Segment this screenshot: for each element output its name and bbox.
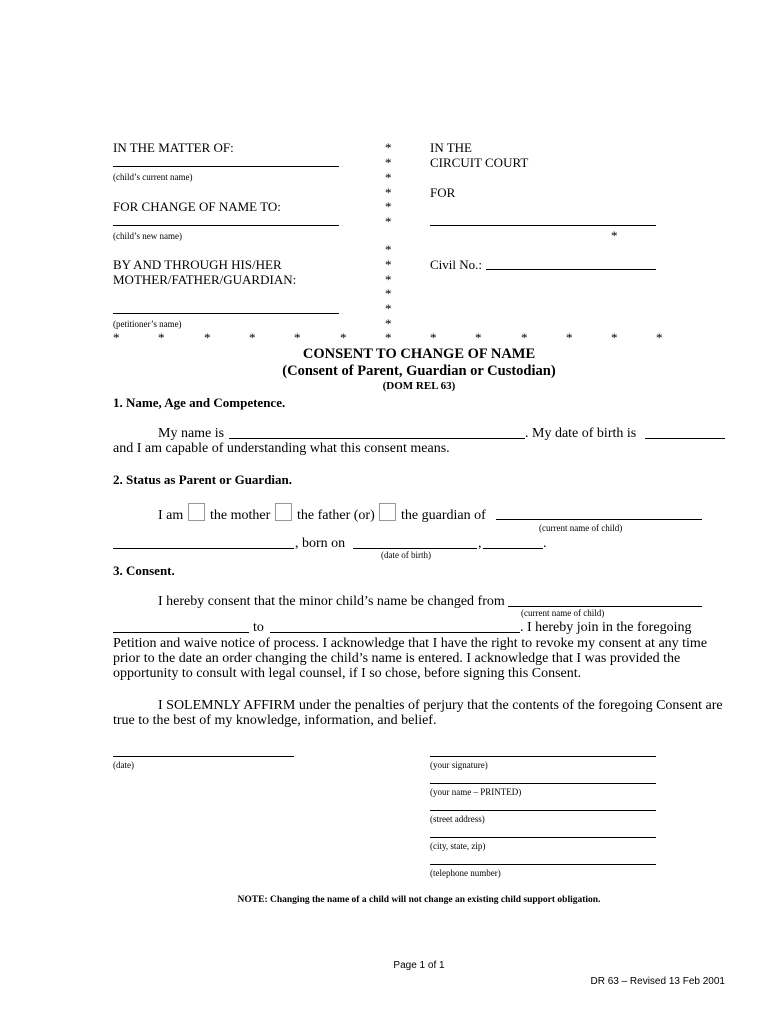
for-change-of-name-label: FOR CHANGE OF NAME TO: bbox=[113, 199, 281, 214]
street-address-label: (street address) bbox=[430, 814, 485, 824]
childs-current-name-label: (child’s current name) bbox=[113, 172, 193, 182]
born-on-label: , born on bbox=[295, 536, 346, 551]
petitioners-name-label: (petitioner’s name) bbox=[113, 319, 182, 329]
star: * bbox=[611, 330, 618, 345]
signature-label: (your signature) bbox=[430, 760, 488, 770]
telephone-label: (telephone number) bbox=[430, 868, 501, 878]
signature-line[interactable] bbox=[430, 756, 656, 757]
star: * bbox=[385, 286, 392, 301]
star: * bbox=[294, 330, 301, 345]
star: * bbox=[385, 170, 392, 185]
child-current-name-line[interactable] bbox=[496, 519, 702, 520]
consent-new-name-line[interactable] bbox=[270, 632, 520, 633]
child-dob-line[interactable] bbox=[353, 548, 477, 549]
in-matter-of-label: IN THE MATTER OF: bbox=[113, 140, 234, 155]
star: * bbox=[385, 301, 392, 316]
star: * bbox=[385, 185, 392, 200]
city-state-zip-label: (city, state, zip) bbox=[430, 841, 486, 851]
court-line-2: CIRCUIT COURT bbox=[430, 155, 529, 170]
star: * bbox=[385, 316, 392, 331]
consent-current-name-line[interactable] bbox=[508, 606, 702, 607]
telephone-line[interactable] bbox=[430, 864, 656, 865]
star: * bbox=[385, 214, 392, 229]
consent-paragraph-line-2: prior to the date an order changing the child’s name is entered. I acknowledge that I was provided the bbox=[113, 651, 681, 666]
printed-name-line[interactable] bbox=[430, 783, 656, 784]
star: * bbox=[611, 228, 618, 243]
dob-label: . My date of birth is bbox=[525, 426, 637, 441]
star: * bbox=[158, 330, 165, 345]
consent-current-name-line-2[interactable] bbox=[113, 632, 249, 633]
my-name-line[interactable] bbox=[229, 438, 525, 439]
guardian-of-label: the guardian of bbox=[401, 508, 486, 523]
title-code: (DOM REL 63) bbox=[382, 380, 456, 392]
my-dob-line[interactable] bbox=[645, 438, 725, 439]
star: * bbox=[340, 330, 347, 345]
guardian-checkbox[interactable] bbox=[379, 503, 396, 521]
to-label: to bbox=[253, 620, 264, 635]
star: * bbox=[385, 242, 392, 257]
join-text: . I hereby join in the foregoing bbox=[520, 620, 692, 635]
civil-no-line[interactable] bbox=[486, 269, 656, 270]
capable-statement: and I am capable of understanding what this consent means. bbox=[113, 441, 450, 456]
form-id: DR 63 – Revised 13 Feb 2001 bbox=[590, 976, 725, 987]
star: * bbox=[385, 140, 392, 155]
mother-checkbox[interactable] bbox=[188, 503, 205, 521]
star: * bbox=[113, 330, 120, 345]
star: * bbox=[385, 257, 392, 272]
star: * bbox=[385, 155, 392, 170]
my-name-is-label: My name is bbox=[158, 426, 225, 441]
street-address-line[interactable] bbox=[430, 810, 656, 811]
star: * bbox=[385, 330, 392, 345]
comma: , bbox=[478, 536, 482, 551]
star: * bbox=[430, 330, 437, 345]
childs-current-name-line[interactable] bbox=[113, 166, 339, 167]
date-label: (date) bbox=[113, 760, 134, 770]
consent-paragraph-line-1: Petition and waive notice of process. I acknowledge that I have the right to revoke my consent at any time bbox=[113, 636, 708, 651]
date-of-birth-label: (date of birth) bbox=[381, 550, 431, 560]
child-support-note: NOTE: Changing the name of a child will not change an existing child support obligation. bbox=[237, 895, 601, 905]
title-main: CONSENT TO CHANGE OF NAME bbox=[302, 346, 536, 362]
star: * bbox=[249, 330, 256, 345]
county-line[interactable] bbox=[430, 225, 656, 226]
court-for-label: FOR bbox=[430, 185, 456, 200]
current-name-of-child-label: (current name of child) bbox=[539, 523, 623, 533]
petitioners-name-line[interactable] bbox=[113, 313, 339, 314]
father-checkbox[interactable] bbox=[275, 503, 292, 521]
father-label: the father (or) bbox=[297, 508, 375, 523]
city-state-zip-line[interactable] bbox=[430, 837, 656, 838]
star: * bbox=[656, 330, 663, 345]
printed-name-label: (your name – PRINTED) bbox=[430, 787, 522, 797]
period: . bbox=[543, 536, 547, 551]
affirm-line-1: I SOLEMNLY AFFIRM under the penalties of perjury that the contents of the foregoing Consent are bbox=[158, 698, 723, 713]
page-number: Page 1 of 1 bbox=[393, 960, 445, 971]
child-dob-year-line[interactable] bbox=[483, 548, 543, 549]
star: * bbox=[521, 330, 528, 345]
consent-paragraph-line-3: opportunity to consult with legal counsel, if I so chose, before signing this Consent. bbox=[113, 666, 582, 681]
affirm-line-2: true to the best of my knowledge, information, and belief. bbox=[113, 713, 437, 728]
section-1-heading: 1. Name, Age and Competence. bbox=[113, 395, 286, 410]
childs-new-name-line[interactable] bbox=[113, 225, 339, 226]
court-line-1: IN THE bbox=[430, 140, 473, 155]
star: * bbox=[475, 330, 482, 345]
mother-label: the mother bbox=[210, 508, 271, 523]
star: * bbox=[566, 330, 573, 345]
star: * bbox=[385, 199, 392, 214]
star: * bbox=[385, 272, 392, 287]
title-sub: (Consent of Parent, Guardian or Custodian) bbox=[282, 363, 556, 379]
date-line[interactable] bbox=[113, 756, 294, 757]
consent-current-name-label: (current name of child) bbox=[521, 608, 605, 618]
section-3-heading: 3. Consent. bbox=[113, 563, 175, 578]
childs-new-name-label: (child’s new name) bbox=[113, 231, 182, 241]
by-and-through-label-1: BY AND THROUGH HIS/HER bbox=[113, 257, 282, 272]
civil-no-label: Civil No.: bbox=[430, 257, 483, 272]
consent-from-text: I hereby consent that the minor child’s name be changed from bbox=[158, 594, 505, 609]
star: * bbox=[204, 330, 211, 345]
section-2-heading: 2. Status as Parent or Guardian. bbox=[113, 472, 293, 487]
by-and-through-label-2: MOTHER/FATHER/GUARDIAN: bbox=[113, 272, 297, 287]
i-am-label: I am bbox=[158, 508, 184, 523]
child-name-line-2[interactable] bbox=[113, 548, 294, 549]
